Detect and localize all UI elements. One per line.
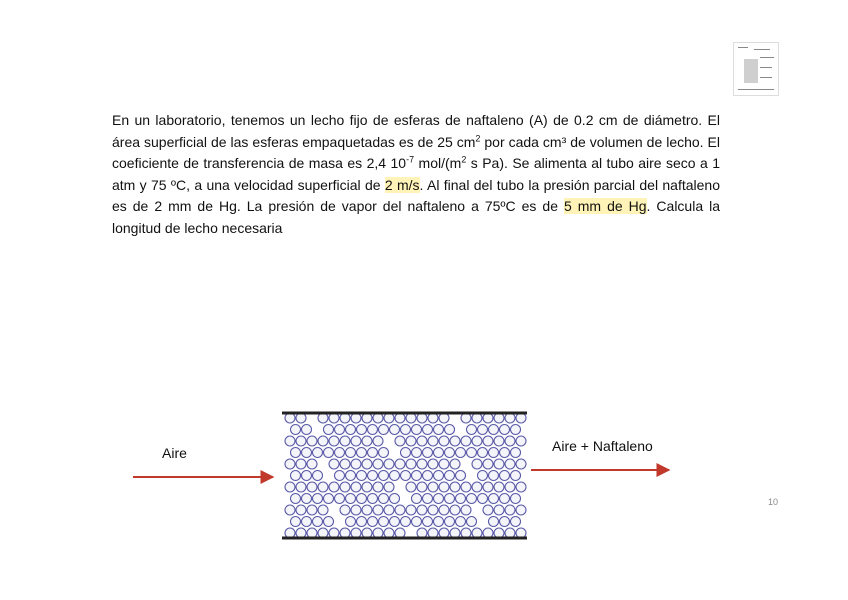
sphere <box>494 459 504 469</box>
sphere <box>324 448 334 458</box>
sphere <box>456 517 466 527</box>
sphere <box>505 459 515 469</box>
sphere <box>461 436 471 446</box>
sphere <box>384 505 394 515</box>
sphere <box>494 505 504 515</box>
sphere <box>401 517 411 527</box>
sphere <box>368 517 378 527</box>
sphere <box>483 482 493 492</box>
sphere <box>439 505 449 515</box>
sphere <box>291 517 301 527</box>
sphere <box>472 436 482 446</box>
problem-text-2: por cada cm³ de volumen de lecho. El coeficiente de transferencia de masa es 2,4 10 <box>112 133 720 171</box>
sphere <box>340 436 350 446</box>
sphere <box>357 471 367 481</box>
sphere <box>445 517 455 527</box>
sphere <box>335 471 345 481</box>
sphere <box>511 517 521 527</box>
sphere <box>483 505 493 515</box>
sphere <box>362 436 372 446</box>
sphere <box>285 482 295 492</box>
sphere <box>368 448 378 458</box>
sphere <box>379 448 389 458</box>
sphere <box>335 448 345 458</box>
sphere <box>335 425 345 435</box>
sphere <box>428 505 438 515</box>
sphere <box>450 505 460 515</box>
sphere <box>406 436 416 446</box>
sphere <box>346 425 356 435</box>
sphere <box>467 425 477 435</box>
sphere <box>478 448 488 458</box>
sphere <box>357 517 367 527</box>
sphere <box>467 494 477 504</box>
sphere <box>500 517 510 527</box>
sphere <box>296 482 306 492</box>
sphere <box>291 448 301 458</box>
sphere <box>329 436 339 446</box>
sphere <box>505 482 515 492</box>
sphere <box>395 505 405 515</box>
sphere <box>379 471 389 481</box>
sphere <box>445 425 455 435</box>
sphere <box>324 517 334 527</box>
sphere <box>500 471 510 481</box>
sphere <box>384 482 394 492</box>
sphere <box>313 448 323 458</box>
sphere <box>307 459 317 469</box>
sphere <box>390 494 400 504</box>
sphere <box>511 425 521 435</box>
sphere <box>456 494 466 504</box>
sphere <box>291 494 301 504</box>
sphere <box>291 425 301 435</box>
sphere <box>412 471 422 481</box>
sphere <box>406 505 416 515</box>
sphere <box>346 471 356 481</box>
sphere <box>472 482 482 492</box>
sphere <box>417 459 427 469</box>
sphere <box>318 505 328 515</box>
sphere <box>478 494 488 504</box>
sphere <box>390 425 400 435</box>
sphere <box>373 436 383 446</box>
sphere <box>401 448 411 458</box>
sphere <box>351 505 361 515</box>
sphere <box>302 425 312 435</box>
sphere <box>318 436 328 446</box>
sphere <box>340 482 350 492</box>
sphere <box>494 436 504 446</box>
sphere <box>373 482 383 492</box>
sphere <box>450 459 460 469</box>
sphere <box>434 471 444 481</box>
sphere <box>456 448 466 458</box>
sphere <box>362 505 372 515</box>
sphere <box>516 459 526 469</box>
sphere <box>318 482 328 492</box>
sphere <box>357 448 367 458</box>
sphere <box>285 459 295 469</box>
sphere <box>406 482 416 492</box>
page-number: 10 <box>768 497 779 507</box>
sphere <box>494 482 504 492</box>
sphere <box>390 517 400 527</box>
sphere <box>302 448 312 458</box>
sphere <box>379 494 389 504</box>
outlet-label: Aire + Naftaleno <box>552 438 653 454</box>
superscript-3: 2 <box>461 154 467 165</box>
sphere <box>511 494 521 504</box>
sphere <box>489 448 499 458</box>
sphere <box>505 505 515 515</box>
superscript-1: 2 <box>475 132 481 143</box>
sphere <box>395 459 405 469</box>
sphere <box>401 471 411 481</box>
inlet-label: Aire <box>162 445 187 461</box>
sphere <box>511 471 521 481</box>
sphere <box>445 471 455 481</box>
sphere <box>434 494 444 504</box>
sphere <box>445 494 455 504</box>
sphere <box>412 494 422 504</box>
sphere <box>439 459 449 469</box>
sphere <box>302 471 312 481</box>
sphere <box>285 505 295 515</box>
sphere <box>340 505 350 515</box>
sphere <box>357 494 367 504</box>
sphere <box>423 425 433 435</box>
sphere <box>390 471 400 481</box>
highlight-vapor-pressure: 5 mm de Hg <box>563 198 647 214</box>
sphere <box>346 517 356 527</box>
sphere <box>500 494 510 504</box>
sphere <box>428 459 438 469</box>
sphere <box>351 482 361 492</box>
sphere <box>423 494 433 504</box>
sphere <box>478 471 488 481</box>
sphere <box>450 482 460 492</box>
sphere <box>296 436 306 446</box>
sphere <box>467 517 477 527</box>
sphere <box>379 425 389 435</box>
sphere <box>329 482 339 492</box>
sphere <box>302 494 312 504</box>
sphere <box>461 505 471 515</box>
sphere <box>412 425 422 435</box>
sphere <box>324 425 334 435</box>
sphere <box>412 517 422 527</box>
sphere <box>423 517 433 527</box>
sphere <box>439 482 449 492</box>
naphthalene-spheres <box>285 413 526 538</box>
problem-text-5: . Al final del tubo la presión parcial del naftaleno es de 2 mm de Hg. La presión de vapor del naftaleno a 75ºC es de <box>112 176 720 214</box>
sphere <box>434 425 444 435</box>
sphere <box>489 471 499 481</box>
sphere <box>423 471 433 481</box>
sphere <box>324 494 334 504</box>
sphere <box>307 505 317 515</box>
sphere <box>439 436 449 446</box>
problem-text-3: mol/(m <box>414 155 462 171</box>
sphere <box>401 425 411 435</box>
problem-text-4: s Pa). Se alimenta al tubo aire seco a 1 atm y 75 ºC, a una velocidad superficial de <box>112 155 721 193</box>
sphere <box>296 505 306 515</box>
sphere <box>456 471 466 481</box>
sphere <box>357 425 367 435</box>
sphere <box>384 459 394 469</box>
sphere <box>489 425 499 435</box>
sphere <box>313 517 323 527</box>
sphere <box>489 517 499 527</box>
sphere <box>423 448 433 458</box>
sphere <box>478 425 488 435</box>
problem-text-6: . Calcula la longitud de lecho necesaria <box>112 198 721 236</box>
sphere <box>368 494 378 504</box>
sphere <box>362 459 372 469</box>
sphere <box>362 482 372 492</box>
sphere <box>307 436 317 446</box>
sphere <box>335 494 345 504</box>
sphere <box>368 471 378 481</box>
sphere <box>500 425 510 435</box>
sphere <box>472 459 482 469</box>
sphere <box>329 459 339 469</box>
sphere <box>340 459 350 469</box>
sphere <box>379 517 389 527</box>
sphere <box>417 436 427 446</box>
sphere <box>351 436 361 446</box>
sphere <box>434 448 444 458</box>
sphere <box>445 448 455 458</box>
sphere <box>483 459 493 469</box>
sphere <box>296 459 306 469</box>
sphere <box>346 494 356 504</box>
sphere <box>346 448 356 458</box>
sphere <box>412 448 422 458</box>
sphere <box>351 459 361 469</box>
sphere <box>516 436 526 446</box>
sphere <box>434 517 444 527</box>
sphere <box>302 517 312 527</box>
sphere <box>307 482 317 492</box>
sphere <box>516 505 526 515</box>
sphere <box>313 471 323 481</box>
sphere <box>489 494 499 504</box>
sphere <box>417 482 427 492</box>
sphere <box>395 436 405 446</box>
superscript-2: -7 <box>406 154 415 165</box>
sphere <box>483 436 493 446</box>
sphere <box>417 505 427 515</box>
sphere <box>373 459 383 469</box>
problem-text-1: En un laboratorio, tenemos un lecho fijo de esferas de naftaleno (A) de 0.2 cm de diámetro. El área superficial de las esferas empaquetadas es de 25 cm <box>112 112 720 150</box>
sphere <box>505 436 515 446</box>
sphere <box>461 482 471 492</box>
sphere <box>373 505 383 515</box>
sphere <box>368 425 378 435</box>
sphere <box>450 436 460 446</box>
sphere <box>516 482 526 492</box>
sphere <box>500 448 510 458</box>
sphere <box>285 436 295 446</box>
sphere <box>291 471 301 481</box>
sphere <box>406 459 416 469</box>
sphere <box>313 494 323 504</box>
sphere <box>428 436 438 446</box>
sphere <box>467 448 477 458</box>
sphere <box>511 448 521 458</box>
sphere <box>428 482 438 492</box>
highlight-velocity: 2 m/s <box>384 176 420 193</box>
